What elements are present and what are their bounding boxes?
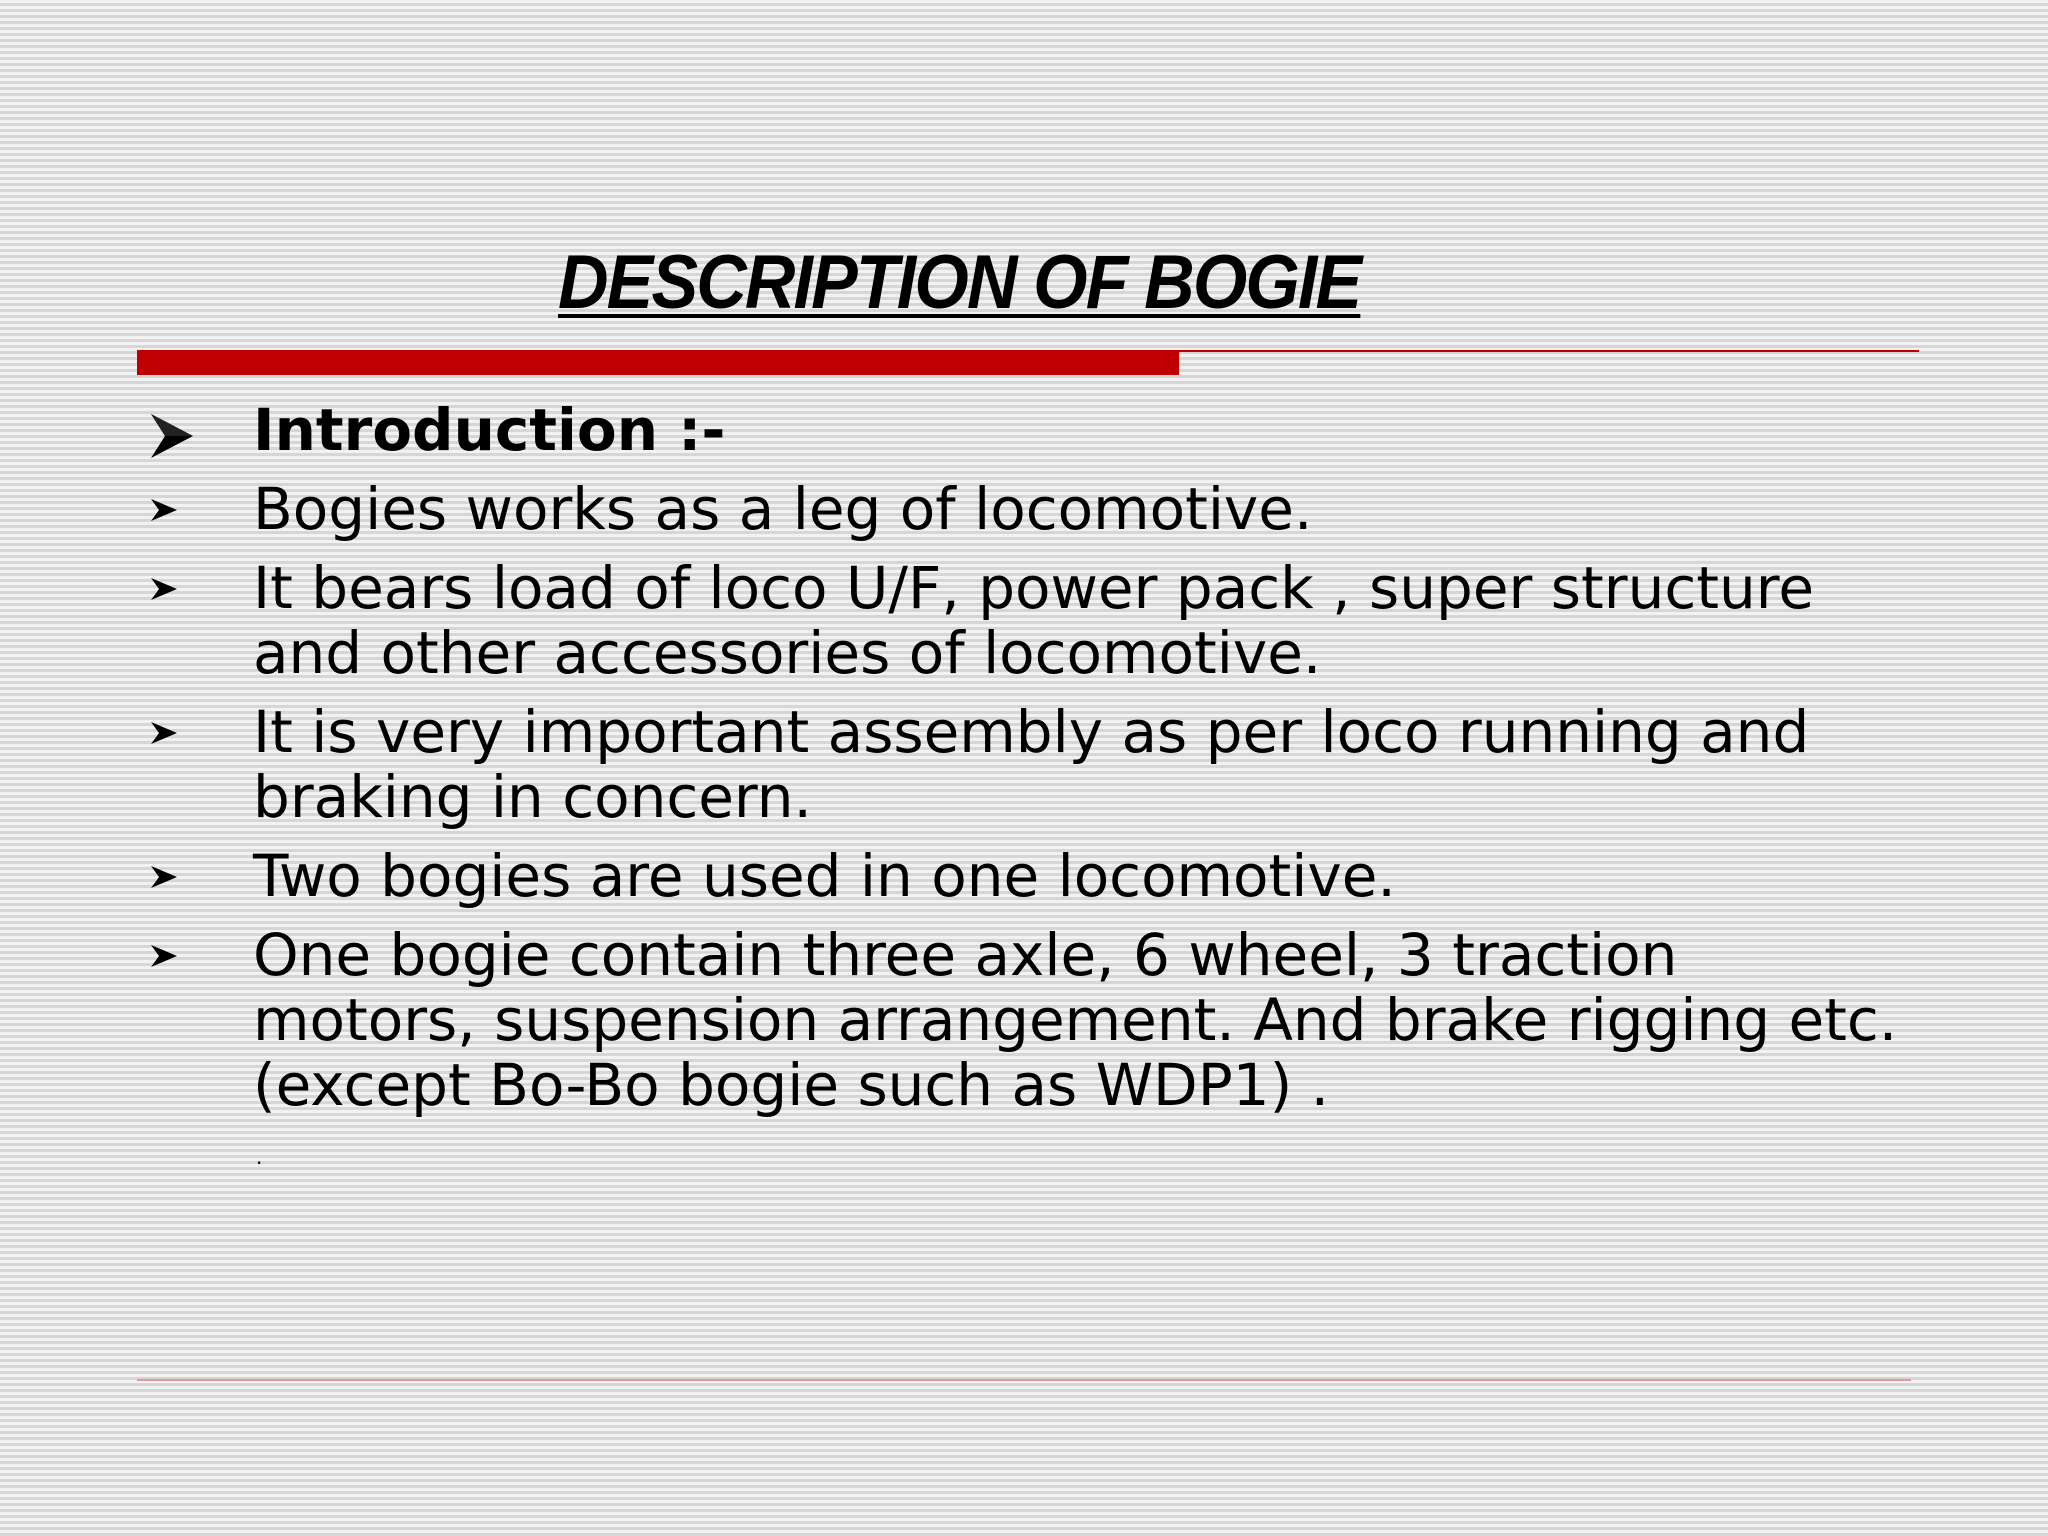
bullet-item-text: It is very important assembly as per loco running and braking in concern. — [253, 698, 1810, 831]
bullet-item-text: One bogie contain three axle, 6 wheel, 3 traction motors, suspension arrangement. And brake rigging etc. (except Bo-Bo bogie such as WDP1) . — [253, 921, 1898, 1119]
bullet-item — [137, 700, 1917, 830]
section-heading — [137, 398, 1917, 463]
arrowhead-bullet-icon — [147, 398, 207, 463]
slide-title: DESCRIPTION OF BOGIE — [558, 240, 1361, 325]
bullet-item — [137, 477, 1917, 542]
bullet-item — [137, 923, 1917, 1118]
arrowhead-bullet-icon — [147, 923, 207, 988]
slide-body — [137, 398, 1917, 1132]
trailing-mark: . — [256, 1145, 263, 1169]
arrowhead-bullet-icon — [147, 844, 207, 909]
bullet-item-text: Bogies works as a leg of locomotive. — [253, 475, 1313, 543]
footer-divider — [137, 1379, 1911, 1381]
title-accent-bar — [137, 350, 1179, 375]
section-heading-text: Introduction :- — [253, 396, 726, 464]
arrowhead-bullet-icon — [147, 556, 207, 621]
bullet-item-text: Two bogies are used in one locomotive. — [253, 842, 1396, 910]
bullet-item — [137, 556, 1917, 686]
bullet-item-text: It bears load of loco U/F, power pack , super structure and other accessories of locomotive. — [253, 554, 1815, 687]
arrowhead-bullet-icon — [147, 700, 207, 765]
title-accent-line — [1179, 350, 1919, 352]
arrowhead-bullet-icon — [147, 477, 207, 542]
bullet-item — [137, 844, 1917, 909]
